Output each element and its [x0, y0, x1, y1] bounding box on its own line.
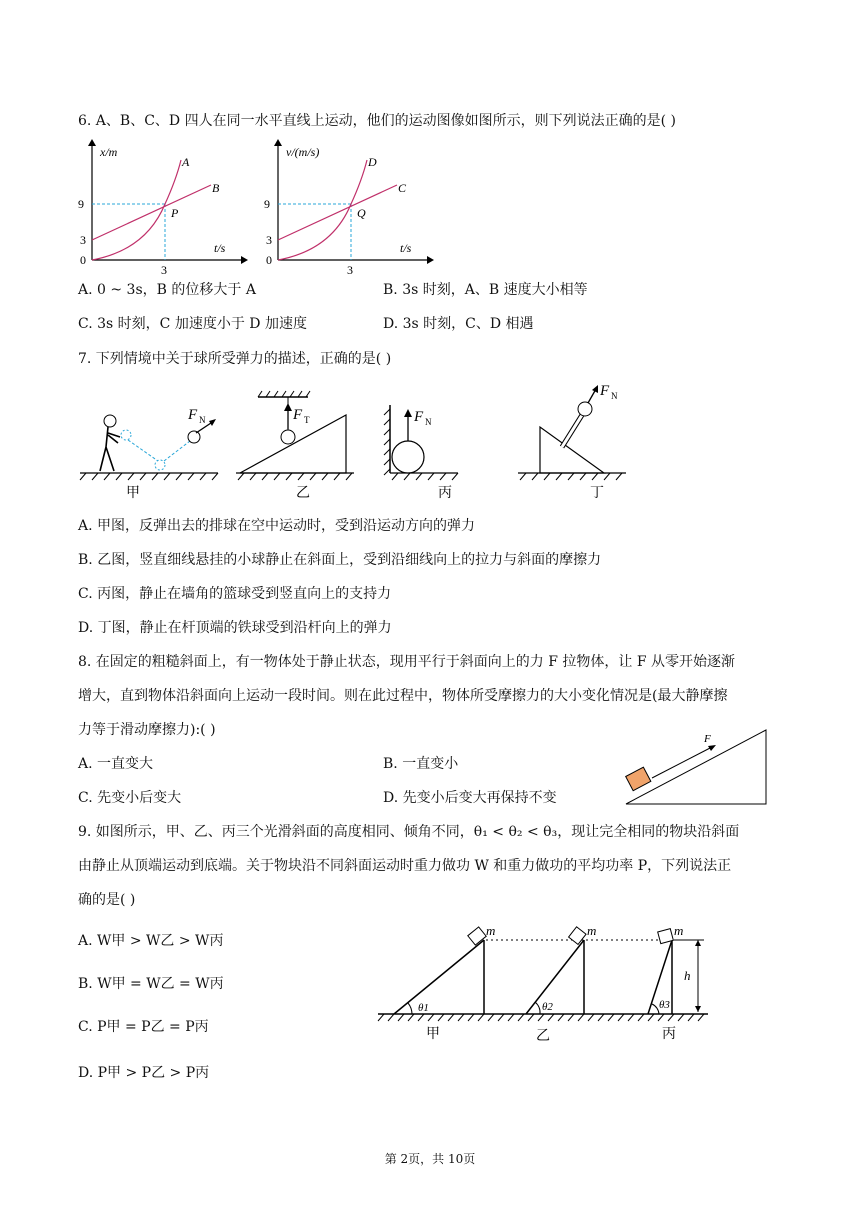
q8-option-a: A. 一直变大 — [78, 756, 154, 772]
q8-block — [626, 767, 651, 790]
q7-option-c: C. 丙图，静止在墙角的篮球受到竖直向上的支持力 — [78, 586, 392, 602]
q9-stem-line1: 9. 如图所示，甲、乙、丙三个光滑斜面的高度相同、倾角不同，θ₁ < θ₂ < θ₃，现让完全相同的物块沿斜面 — [78, 824, 740, 840]
figure-bing — [384, 405, 458, 501]
theta1: θ1 — [418, 1002, 429, 1014]
label-ding: 丁 — [590, 486, 604, 501]
q8-stem-line1: 8. 在固定的粗糙斜面上，有一物体处于静止状态，现用平行于斜面向上的力 F 拉物体，让 F 从零开始逐渐 — [78, 654, 736, 670]
graph2-origin: 0 — [266, 253, 272, 267]
graph2-y3: 3 — [266, 233, 272, 247]
q6-option-d: D. 3s 时刻，C、D 相遇 — [383, 316, 534, 332]
graph2-point-q: Q — [357, 206, 366, 220]
label-jia: 甲 — [126, 486, 140, 501]
q7-option-d: D. 丁图，静止在杆顶端的铁球受到沿杆向上的弹力 — [78, 620, 392, 636]
q9-slopes-figure — [378, 922, 713, 1044]
slope-label-jia: 甲 — [426, 1027, 440, 1042]
q8-stem-line2: 增大，直到物体沿斜面向上运动一段时间。则在此过程中，物体所受摩擦力的大小变化情况是(最大静摩擦 — [78, 688, 728, 704]
graph1-xlabel: t/s — [214, 241, 226, 255]
q7-stem: 7. 下列情境中关于球所受弹力的描述，正确的是( ) — [78, 351, 392, 367]
label-yi: 乙 — [296, 486, 310, 501]
figure-ding — [518, 383, 626, 501]
yi-ft-sub: T — [304, 415, 310, 425]
q8-label-f: F — [704, 733, 711, 745]
slope-label-bing: 丙 — [662, 1027, 676, 1042]
q9-option-d: D. P甲 > P乙 > P丙 — [78, 1065, 210, 1081]
theta2: θ2 — [542, 1001, 553, 1013]
graph2-x3: 3 — [347, 263, 353, 277]
graph1-point-p: P — [171, 206, 179, 220]
ding-fn: F — [600, 383, 610, 399]
q7-figures — [78, 385, 638, 505]
graph2-y9: 9 — [264, 197, 270, 211]
q9-stem-line3: 确的是( ) — [78, 892, 136, 908]
q6-option-b: B. 3s 时刻，A、B 速度大小相等 — [383, 282, 588, 298]
figure-yi — [236, 391, 354, 501]
q9-option-c: C. P甲 = P乙 = P丙 — [78, 1019, 209, 1035]
graph1-x3: 3 — [161, 263, 167, 277]
graph2-label-d: D — [368, 155, 377, 169]
figure-jia — [80, 407, 218, 501]
q7-option-b: B. 乙图，竖直细线悬挂的小球静止在斜面上，受到沿细线向上的拉力与斜面的摩擦力 — [78, 552, 602, 568]
bing-fn-sub: N — [425, 417, 432, 427]
theta3: θ3 — [659, 999, 670, 1011]
graph1-ylabel: x/m — [100, 145, 118, 159]
label-bing: 丙 — [438, 486, 452, 501]
jia-fn-sub: N — [199, 415, 206, 425]
graph1-y3: 3 — [80, 233, 86, 247]
q9-stem-line2: 由静止从顶端运动到底端。关于物块沿不同斜面运动时重力做功 W 和重力做功的平均功率 P，下列说法正 — [78, 858, 732, 874]
graph1-y9: 9 — [78, 197, 84, 211]
q9-option-b: B. W甲 = W乙 = W丙 — [78, 976, 224, 992]
yi-ft: F — [293, 407, 303, 423]
q6-graph-x-t — [76, 140, 246, 275]
ding-fn-sub: N — [611, 391, 618, 401]
slope-label-yi: 乙 — [536, 1029, 550, 1044]
q7-option-a: A. 甲图，反弹出去的排球在空中运动时，受到沿运动方向的弹力 — [78, 518, 476, 534]
yi-m: m — [587, 923, 597, 938]
height-h: h — [684, 968, 691, 983]
graph1-origin: 0 — [80, 253, 86, 267]
q6-option-a: A. 0 ~ 3s，B 的位移大于 A — [78, 282, 256, 298]
q8-option-d: D. 先变小后变大再保持不变 — [383, 790, 557, 806]
q8-option-b: B. 一直变小 — [383, 756, 459, 772]
graph2-label-c: C — [398, 181, 407, 195]
q6-stem: 6. A、B、C、D 四人在同一水平直线上运动，他们的运动图像如图所示，则下列说法正确的是( ) — [78, 113, 676, 129]
page-footer: 第 2页，共 10页 — [384, 1152, 476, 1166]
graph2-ylabel: v/(m/s) — [286, 145, 320, 159]
q9-option-a: A. W甲 > W乙 > W丙 — [78, 933, 224, 949]
q6-graph-v-t — [262, 140, 432, 275]
graph1-label-b: B — [212, 181, 220, 195]
jia-fn: F — [188, 407, 198, 423]
q8-option-c: C. 先变小后变大 — [78, 790, 182, 806]
graph2-xlabel: t/s — [400, 241, 412, 255]
q8-stem-line3: 力等于滑动摩擦力):( ) — [78, 722, 216, 738]
jia-m: m — [486, 923, 496, 938]
q8-incline-figure — [620, 728, 770, 808]
bing-m: m — [674, 923, 684, 938]
bing-fn: F — [414, 409, 424, 425]
q6-option-c: C. 3s 时刻，C 加速度小于 D 加速度 — [78, 316, 307, 332]
graph1-label-a: A — [182, 155, 190, 169]
